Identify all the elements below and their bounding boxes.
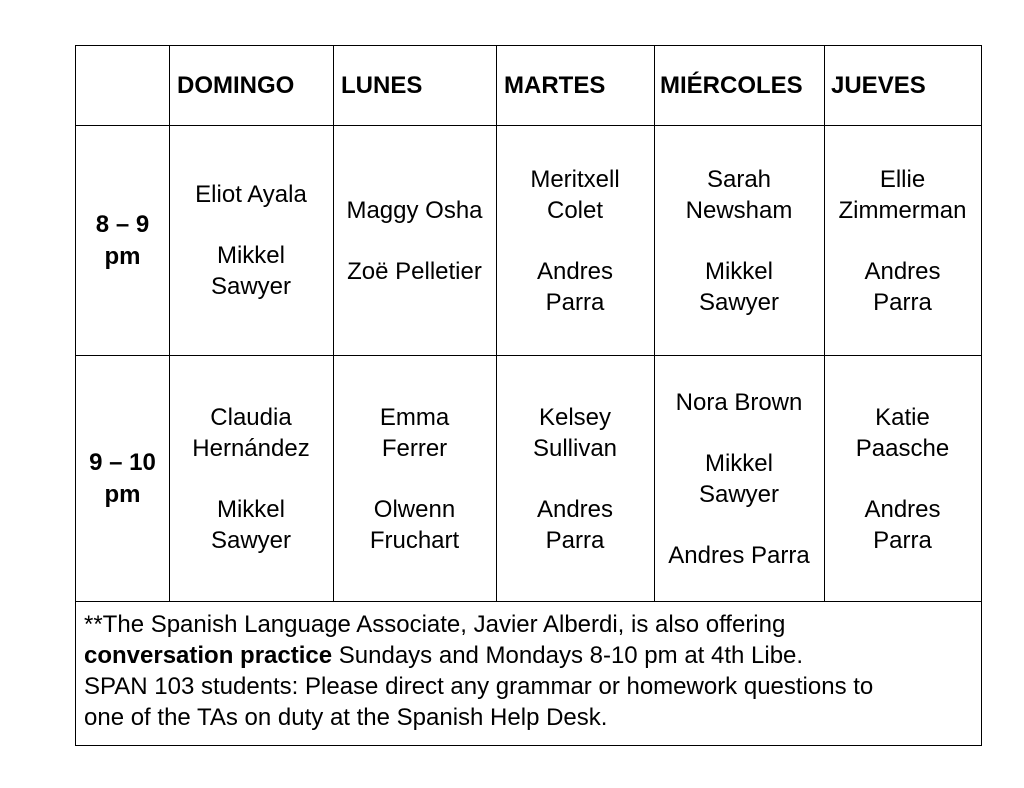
- schedule-table: [75, 45, 982, 746]
- ta-name: Kelsey Sullivan: [532, 403, 618, 462]
- footnote-line: one of the TAs on duty at the Spanish Help Desk.: [84, 704, 608, 731]
- footnote-line: SPAN 103 students: Please direct any grammar or homework questions to: [84, 673, 874, 700]
- row-divider: [76, 601, 981, 602]
- ta-name: Sarah Newsham: [685, 165, 793, 224]
- header-empty: [76, 46, 169, 126]
- ta-name: Katie Paasche: [855, 403, 950, 462]
- footnote-line: **The Spanish Language Associate, Javier Alberdi, is also offering: [84, 611, 786, 638]
- footnote: [84, 609, 974, 733]
- row2-lunes-cell: [333, 356, 496, 601]
- header-martes: MARTES: [504, 72, 606, 99]
- row1-miercoles-cell: [654, 126, 824, 355]
- footnote-text: Sundays and Mondays 8-10 pm at 4th Libe.: [332, 642, 804, 669]
- row1-martes-cell: [496, 126, 654, 355]
- ta-name: Andres Parra: [864, 257, 941, 316]
- ta-name: Eliot Ayala: [195, 181, 307, 208]
- ta-name: Emma Ferrer: [379, 403, 450, 462]
- time-slot-8-9: 8 – 9 pm: [95, 210, 150, 270]
- header-miercoles: MIÉRCOLES: [660, 72, 803, 99]
- ta-name: Andres Parra: [536, 495, 614, 554]
- footnote-line: [84, 640, 974, 671]
- ta-name: Andres Parra: [864, 495, 941, 554]
- ta-name: Maggy Osha: [346, 196, 483, 224]
- ta-name: Meritxell Colet: [530, 165, 620, 224]
- row2-jueves-cell: [824, 356, 981, 601]
- time-slot-9-10: 9 – 10 pm: [89, 448, 156, 508]
- ta-name: Zoë Pelletier: [347, 257, 482, 285]
- ta-name: Andres Parra: [668, 541, 810, 569]
- row1-domingo-cell: [169, 126, 333, 355]
- header-jueves: JUEVES: [831, 72, 926, 99]
- ta-name: Andres Parra: [536, 257, 614, 316]
- ta-name: Mikkel Sawyer: [210, 242, 292, 300]
- row1-lunes-cell: [333, 126, 496, 355]
- header-lunes: LUNES: [341, 72, 423, 99]
- ta-name: Mikkel Sawyer: [210, 495, 292, 554]
- row2-domingo-cell: [169, 356, 333, 601]
- row2-martes-cell: [496, 356, 654, 601]
- footnote-bold: conversation practice: [84, 642, 333, 669]
- ta-name: Mikkel Sawyer: [698, 257, 780, 316]
- header-domingo: DOMINGO: [177, 72, 295, 99]
- ta-name: Nora Brown: [675, 388, 803, 416]
- ta-name: Claudia Hernández: [192, 403, 310, 462]
- ta-name: Olwenn Fruchart: [369, 495, 460, 554]
- row1-jueves-cell: [824, 126, 981, 355]
- ta-name: Mikkel Sawyer: [698, 449, 780, 508]
- ta-name: Ellie Zimmerman: [838, 165, 967, 224]
- row2-miercoles-cell: [654, 356, 824, 601]
